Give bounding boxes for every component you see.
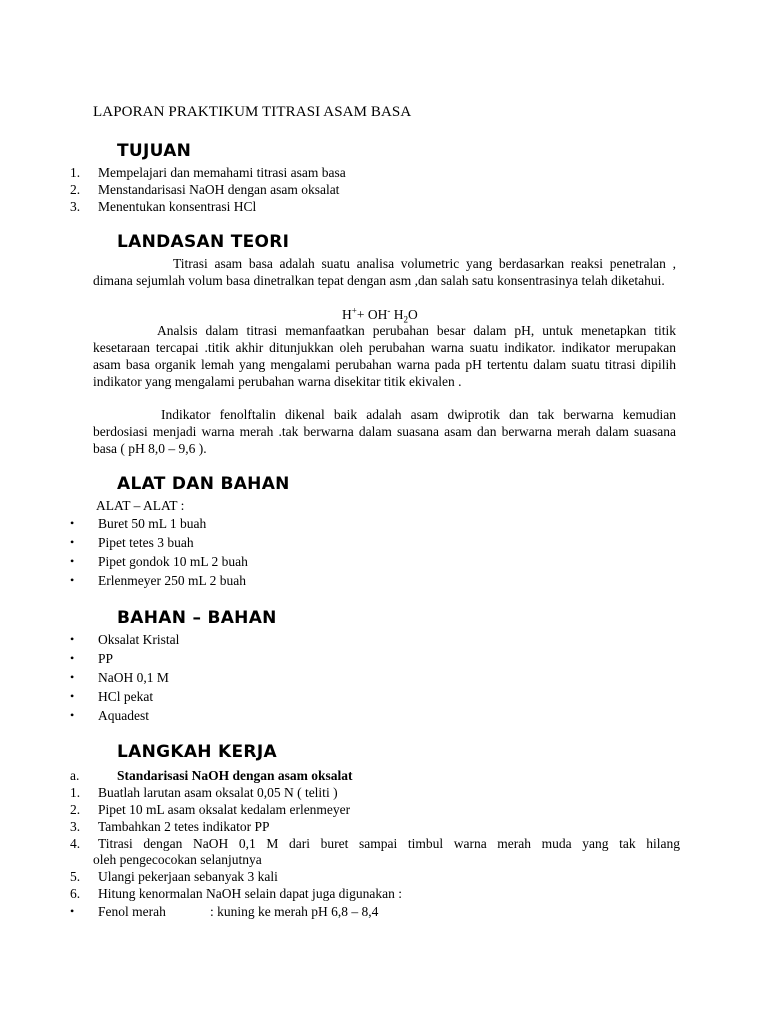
tujuan-list	[70, 164, 680, 215]
step-continuation: oleh pengecocokan selanjutnya	[93, 852, 262, 867]
step-section-title: a. Standarisasi NaOH dengan asam oksalat	[70, 768, 353, 783]
document-title: LAPORAN PRAKTIKUM TITRASI ASAM BASA	[93, 104, 412, 120]
list-item: 1. Buatlah larutan asam oksalat 0,05 N ( teliti )	[70, 785, 338, 800]
list-item: 3. Tambahkan 2 tetes indikator PP	[70, 819, 270, 834]
steps-list	[70, 784, 680, 852]
list-item: 1. Mempelajari dan memahami titrasi asam basa	[70, 165, 346, 180]
reaction-equation: H++ OH- $H_2O$	[342, 305, 418, 325]
alat-subheading: ALAT – ALAT :	[96, 498, 185, 513]
heading-langkah-kerja: LANGKAH KERJA	[117, 742, 277, 762]
list-item: • HCl pekat	[70, 689, 154, 704]
paragraph: Analsis dalam titrasi memanfaatkan perubahan besar dalam pH, untuk menetapkan titik kesetaraan tercapai .titik akhir ditunjukkan oleh perubahan warna suatu indikator. indikator merupakan asam basa organik lemah yang mengalami perubahan warna pada pH tertentu dalam suatu titrasi dipilih indikator yang mengalami perubahan warna disekitar titik ekivalen .	[93, 323, 676, 389]
heading-alat-dan-bahan: ALAT DAN BAHAN	[117, 474, 290, 494]
indicator-list	[70, 903, 680, 922]
list-item: • Pipet gondok 10 mL 2 buah	[70, 554, 248, 569]
list-item: • Oksalat Kristal	[70, 632, 180, 647]
list-item: • Erlenmeyer 250 mL 2 buah	[70, 573, 246, 588]
steps-list-continued	[70, 868, 680, 902]
bahan-list	[70, 631, 680, 726]
list-item: • Pipet tetes 3 buah	[70, 535, 194, 550]
list-item: • Aquadest	[70, 708, 149, 723]
list-item: 2. Pipet 10 mL asam oksalat kedalam erlenmeyer	[70, 802, 351, 817]
heading-landasan-teori: LANDASAN TEORI	[117, 232, 290, 252]
list-item: 6. Hitung kenormalan NaOH selain dapat juga digunakan :	[70, 886, 403, 901]
heading-tujuan: TUJUAN	[117, 141, 192, 161]
list-item: 2. Menstandarisasi NaOH dengan asam oksalat	[70, 182, 340, 197]
heading-bahan: BAHAN – BAHAN	[117, 608, 277, 628]
paragraph: Indikator fenolftalin dikenal baik adalah asam dwiprotik dan tak berwarna kemudian berdosiasi menjadi warna merah .tak berwarna dalam suasana asam dan berwarna merah dalam suasana basa ( pH 8,0 – 9,6 ).	[93, 407, 676, 456]
list-item: 3. Menentukan konsentrasi HCl	[70, 199, 257, 214]
list-item: • Buret 50 mL 1 buah	[70, 516, 207, 531]
paragraph: Titrasi asam basa adalah suatu analisa volumetric yang berdasarkan reaksi penetralan , dimana sejumlah volum basa dinetralkan tepat dengan asm ,dan salah satu konsentrasinya telah diketahui.	[93, 256, 676, 288]
list-item: • NaOH 0,1 M	[70, 670, 169, 685]
list-item: • PP	[70, 651, 114, 666]
list-item: 5. Ulangi pekerjaan sebanyak 3 kali	[70, 869, 278, 884]
alat-list	[70, 515, 680, 591]
list-item: • Fenol merah : kuning ke merah pH 6,8 – 8,4	[70, 904, 379, 919]
list-item: 4. Titrasi dengan NaOH 0,1 M dari buret sampai timbul warna merah muda yang tak hilang	[70, 836, 680, 851]
